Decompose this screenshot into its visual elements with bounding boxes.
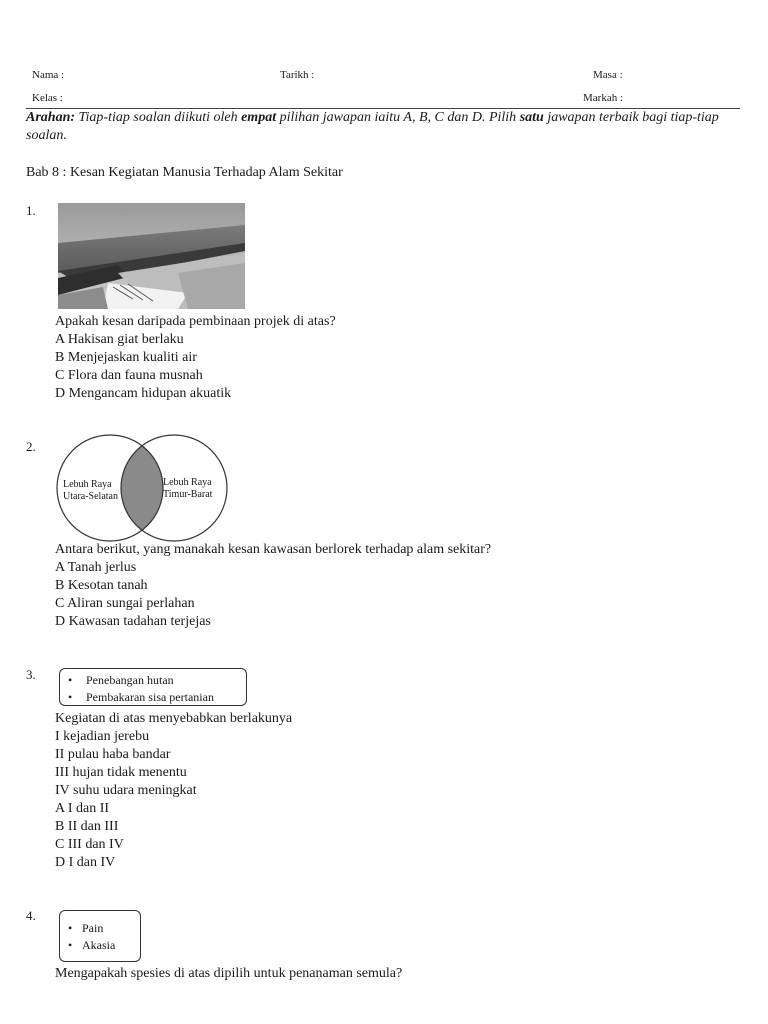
q4-bullet-2: • Akasia — [60, 937, 140, 954]
markah-label: Markah : — [583, 92, 624, 104]
tarikh-label: Tarikh : — [280, 69, 315, 81]
question-3-number: 3. — [26, 667, 36, 682]
venn-left-label-1: Lebuh Raya — [63, 479, 112, 490]
masa-label: Masa : — [593, 69, 623, 81]
kelas-label: Kelas : — [32, 92, 63, 104]
venn-left-label-2: Utara-Selatan — [63, 491, 118, 502]
instructions-bold-satu: satu — [519, 110, 544, 125]
dam-photo — [58, 203, 245, 309]
q2-option-d: D Kawasan tadahan terjejas — [55, 614, 211, 629]
question-2 — [55, 541, 491, 631]
q3-statement-3: III hujan tidak menentu — [55, 765, 187, 780]
q3-bullet-2: • Pembakaran sisa pertanian — [60, 689, 246, 706]
q2-option-a: A Tanah jerlus — [55, 560, 137, 575]
q3-statement-4: IV suhu udara meningkat — [55, 783, 197, 798]
q3-option-a: A I dan II — [55, 801, 110, 816]
question-2-number: 2. — [26, 439, 36, 454]
chapter-title: Bab 8 : Kesan Kegiatan Manusia Terhadap Alam Sekitar — [26, 165, 343, 180]
instructions — [26, 109, 742, 145]
q1-option-a: A Hakisan giat berlaku — [55, 332, 184, 347]
question-3-text: Kegiatan di atas menyebabkan berlakunya — [55, 711, 293, 726]
question-1-text: Apakah kesan daripada pembinaan projek di atas? — [55, 314, 336, 329]
instructions-text-3: jawapan terbaik bagi tiap-tiap soalan. — [26, 110, 719, 143]
venn-right-label-1: Lebuh Raya — [163, 477, 212, 488]
q2-option-c: C Aliran sungai perlahan — [55, 596, 195, 611]
q3-option-b: B II dan III — [55, 819, 119, 834]
question-1-number: 1. — [26, 203, 36, 218]
q1-option-d: D Mengancam hidupan akuatik — [55, 386, 232, 401]
q3-activity-box — [59, 668, 247, 706]
q2-option-b: B Kesotan tanah — [55, 578, 148, 593]
instructions-label: Arahan: — [26, 110, 76, 125]
instructions-text-1: Tiap-tiap soalan diikuti oleh — [75, 110, 242, 125]
instructions-text-2: pilihan jawapan iaitu A, B, C dan D. Pilih — [276, 110, 520, 125]
question-3 — [55, 710, 292, 872]
venn-diagram — [55, 433, 231, 543]
q3-option-d: D I dan IV — [55, 855, 116, 870]
q3-statement-2: II pulau haba bandar — [55, 747, 171, 762]
q3-bullet-1: • Penebangan hutan — [60, 672, 246, 689]
q4-species-box — [59, 910, 141, 962]
question-2-text: Antara berikut, yang manakah kesan kawasan berlorek terhadap alam sekitar? — [55, 542, 492, 557]
q4-bullet-1: • Pain — [60, 920, 140, 937]
question-1 — [55, 313, 336, 403]
q3-option-c: C III dan IV — [55, 837, 124, 852]
nama-label: Nama : — [32, 69, 65, 81]
q3-statement-1: I kejadian jerebu — [55, 729, 150, 744]
venn-right-label-2: Timur-Barat — [163, 489, 213, 500]
instructions-bold-empat: empat — [241, 110, 277, 125]
question-4-text: Mengapakah spesies di atas dipilih untuk penanaman semula? — [55, 966, 403, 981]
question-4-number: 4. — [26, 908, 36, 923]
q1-option-c: C Flora dan fauna musnah — [55, 368, 203, 383]
q1-option-b: B Menjejaskan kualiti air — [55, 350, 197, 365]
